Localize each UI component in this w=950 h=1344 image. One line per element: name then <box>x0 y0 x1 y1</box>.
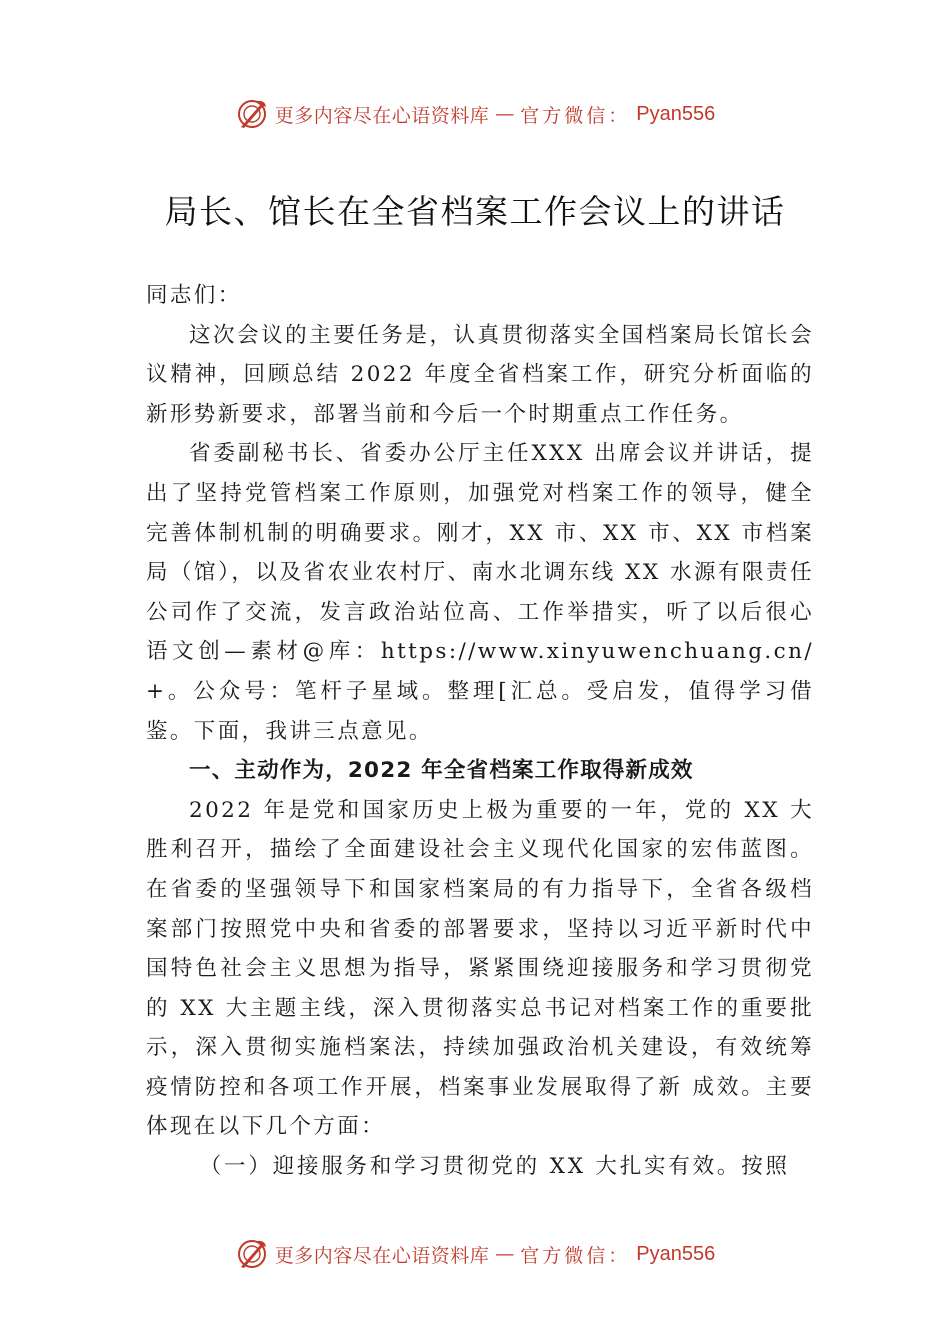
quill-logo-icon <box>235 1237 269 1271</box>
banner-separator: — <box>495 1243 515 1265</box>
banner-contact-label: 官方微信： <box>520 1244 631 1267</box>
header-banner <box>0 94 950 134</box>
banner-brand-text: 更多内容尽在心语资料库 <box>274 1244 490 1267</box>
document-body <box>146 276 814 1187</box>
banner-contact-label: 官方微信： <box>520 104 631 127</box>
banner-contact-id: Pyan556 <box>636 1242 716 1265</box>
banner-brand-text: 更多内容尽在心语资料库 <box>274 104 490 127</box>
section-heading: 一、主动作为，2022 年全省档案工作取得新成效 <box>189 758 694 784</box>
quill-logo-icon <box>235 97 269 131</box>
document-title: 局长、馆长在全省档案工作会议上的讲话 <box>164 192 786 231</box>
paragraph-context: 省委副秘书长、省委办公厅主任XXX 出席会议并讲话，提出了坚持党管档案工作原则，加强党对档案工作的领导，健全完善体制机制的明确要求。刚才，XX 市、XX 市、XX 市档案局（馆），以及省农业农村厅、南水北调东线 XX 水源有限责任公司作了交流，发言政治站位高、工作举措实，听了以后很心语文创—素材@库：https://www.xinyuwenchuang.cn/+。公众号：笔杆子星域。整理[汇总。受启发，值得学习借鉴。下面，我讲三点意见。 <box>146 441 814 744</box>
salutation: 同志们： <box>146 283 242 308</box>
footer-banner <box>0 1234 950 1274</box>
subsection-heading: （一）迎接服务和学习贯彻党的 XX 大扎实有效。按照 <box>199 1154 790 1180</box>
section-paragraph: 2022 年是党和国家历史上极为重要的一年，党的 XX 大胜利召开，描绘了全面建设社会主义现代化国家的宏伟蓝图。在省委的坚强领导下和国家档案局的有力指导下，全省各级档案部门按照党中央和省委的部署要求，坚持以习近平新时代中国特色社会主义思想为指导，紧紧围绕迎接服务和学习贯彻党的 XX 大主题主线，深入贯彻落实总书记对档案工作的重要批示，深入贯彻实施档案法，持续加强政治机关建设，有效统筹疫情防控和各项工作开展，档案事业发展取得了新 成效。主要体现在以下几个方面： <box>146 797 814 1140</box>
banner-contact-id: Pyan556 <box>636 102 716 125</box>
paragraph-intro: 这次会议的主要任务是，认真贯彻落实全国档案局长馆长会议精神，回顾总结 2022 年度全省档案工作，研究分析面临的新形势新要求，部署当前和今后一个时期重点工作任务。 <box>146 322 814 427</box>
banner-separator: — <box>495 103 515 125</box>
